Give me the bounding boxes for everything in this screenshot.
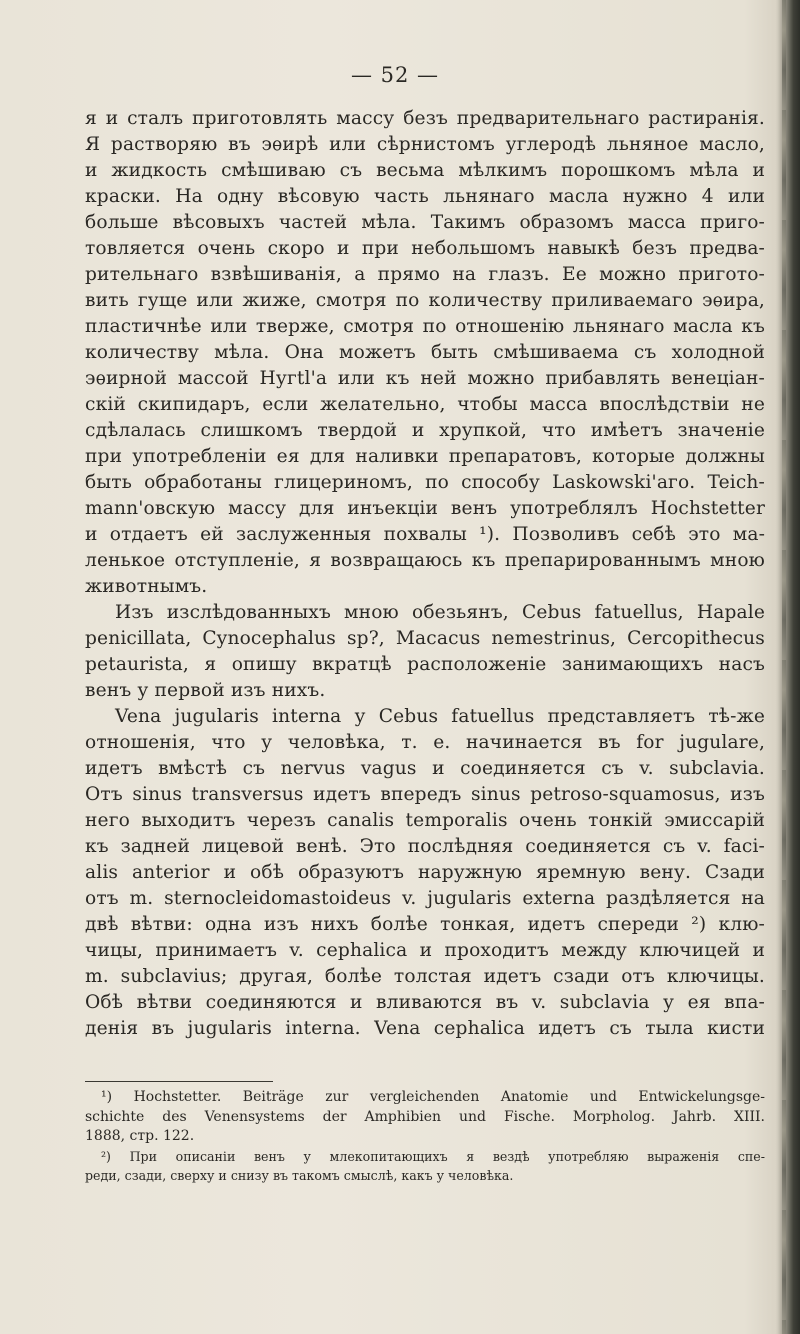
footnote-line: ²) При описаніи венъ у млекопитающихъ я вездѣ употребляю выраженія спе- [101,1148,765,1164]
text-line: вить гуще или жиже, смотря по количеству приливаемаго эѳира, [85,290,765,311]
text-line: къ задней лицевой венѣ. Это послѣдняя соединяется съ v. faci- [85,836,765,857]
text-line: при употребленіи ея для наливки препаратовъ, которые должны [85,446,765,467]
text-line: petaurista, я опишу вкратцѣ расположеніе занимающихъ насъ [85,654,765,675]
text-line: Отъ sinus transversus идетъ впередъ sinus petroso-squamosus, изъ [85,784,765,805]
text-line: отъ m. sternocleidomastoideus v. jugularis externa раздѣляется на [85,888,765,909]
text-line: него выходитъ черезъ canalis temporalis очень тонкій эмиссарій [85,810,765,831]
text-line: alis anterior и обѣ образуютъ наружную яремную вену. Сзади [85,862,765,883]
text-line: пластичнѣе или тверже, смотря по отношенію льнянаго масла къ [85,316,765,337]
text-line: penicillata, Cynocephalus sp?, Macacus nemestrinus, Cercopithecus [85,628,765,649]
text-line: идетъ вмѣстѣ съ nervus vagus и соединяется съ v. subclavia. [85,758,765,779]
page-number: — 52 — [350,63,440,87]
footnote-line: schichte des Venensystems der Amphibien und Fische. Morpholog. Jahrb. XIII. [85,1108,765,1125]
paragraph-start-line: Изъ изслѣдованныхъ мною обезьянъ, Cebus fatuellus, Hapale [115,602,765,623]
paragraph-start-line: Vena jugularis interna у Cebus fatuellus представляетъ тѣ-же [115,706,765,727]
footnotes [85,1088,765,1186]
footnote-line: ¹) Hochstetter. Beiträge zur vergleichenden Anatomie und Entwickelungsge- [101,1089,765,1105]
text-line: ленькое отступленіе, я возвращаюсь къ препарированнымъ мною [85,550,765,571]
body-text [85,106,765,1042]
text-line: и жидкость смѣшиваю съ весьма мѣлкимъ порошкомъ мѣла и [85,160,765,181]
text-line: быть обработаны глицериномъ, по способу Laskowski'аго. Teich- [85,472,765,493]
text-line: Обѣ вѣтви соединяются и вливаются въ v. subclavia у ея впа- [85,992,765,1013]
text-line: краски. На одну вѣсовую часть льнянаго масла нужно 4 или [85,186,765,207]
text-line: товляется очень скоро и при небольшомъ навыкѣ безъ предва- [85,238,765,259]
footnote-line: реди, сзади, сверху и снизу въ такомъ смыслѣ, какъ у человѣка. [85,1168,514,1183]
footnote-separator [85,1081,273,1082]
text-line: количеству мѣла. Она можетъ быть смѣшиваема съ холодной [85,342,765,363]
text-line: венъ у первой изъ нихъ. [85,680,326,701]
text-line: денія въ jugularis interna. Vena cephalica идетъ съ тыла кисти [85,1018,765,1039]
text-line: mann'овскую массу для инъекціи венъ употреблялъ Hochstetter [85,498,765,519]
text-line: рительнаго взвѣшиванія, а прямо на глазъ. Ее можно пригото- [85,264,765,285]
text-line: скій скипидаръ, если желательно, чтобы масса впослѣдствіи не [85,394,765,415]
text-line: Я растворяю въ эѳирѣ или сѣрнистомъ углеродѣ льняное масло, [85,134,765,155]
text-line: я и сталъ приготовлять массу безъ предварительнаго растиранія. [85,108,765,129]
text-line: и отдаетъ ей заслуженныя похвалы ¹). Позволивъ себѣ это ма- [85,524,765,545]
footnote-line: 1888, стр. 122. [85,1128,195,1144]
text-line: двѣ вѣтви: одна изъ нихъ болѣе тонкая, идетъ спереди ²) клю- [85,914,765,935]
text-line: m. subclavius; другая, болѣе толстая идетъ сзади отъ ключицы. [85,966,765,987]
text-line: животнымъ. [85,576,208,597]
text-line: сдѣлалась слишкомъ твердой и хрупкой, что имѣетъ значеніе [85,420,765,441]
text-line: отношенія, что у человѣка, т. е. начинается въ for jugulare, [85,732,765,753]
text-line: чицы, принимаетъ v. cephalica и проходитъ между ключицей и [85,940,765,961]
text-line: больше вѣсовыхъ частей мѣла. Такимъ образомъ масса приго- [85,212,765,233]
book-spine-edge [782,0,786,1334]
text-line: эѳирной массой Нугtl'а или къ ней можно прибавлять венеціан- [85,368,765,389]
